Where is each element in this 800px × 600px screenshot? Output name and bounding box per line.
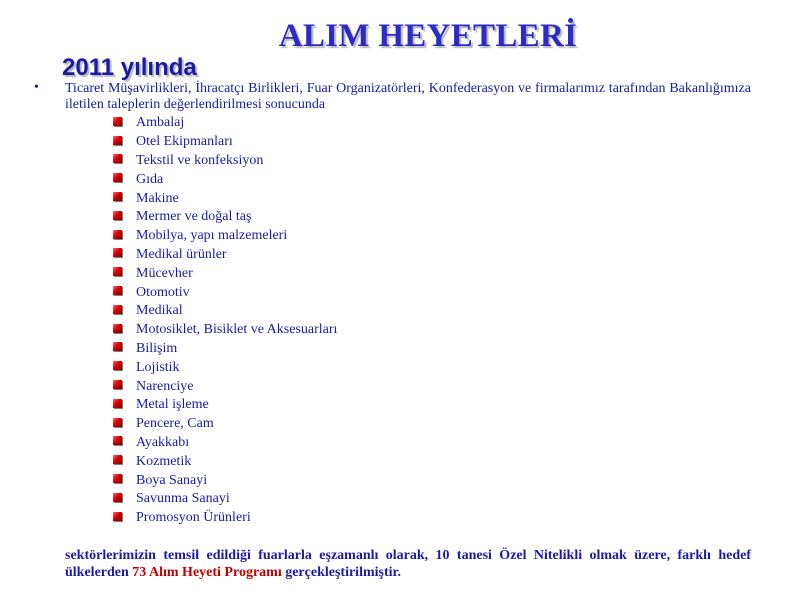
red-square-bullet-icon bbox=[113, 154, 122, 163]
sector-label: Savunma Sanayi bbox=[136, 491, 230, 507]
sector-item bbox=[113, 509, 337, 528]
sector-item bbox=[113, 452, 337, 471]
sector-label: Tekstil ve konfeksiyon bbox=[136, 152, 264, 168]
sector-item bbox=[113, 133, 337, 152]
intro-paragraph: Ticaret Müşavirlikleri, İhracatçı Birlikleri, Fuar Organizatörleri, Konfederasyon ve firmalarımız tarafından Bakanlığımıza iletilen taleplerin değerlendirilmesi sonucunda bbox=[65, 81, 751, 112]
sector-label: Otomotiv bbox=[136, 284, 190, 300]
sector-label: Mermer ve doğal taş bbox=[136, 209, 252, 225]
sector-item bbox=[113, 189, 337, 208]
sector-label: Mobilya, yapı malzemeleri bbox=[136, 228, 288, 244]
red-square-bullet-icon bbox=[113, 455, 122, 464]
red-square-bullet-icon bbox=[113, 267, 122, 276]
sector-label: Otel Ekipmanları bbox=[136, 134, 233, 150]
red-square-bullet-icon bbox=[113, 474, 122, 483]
sector-item bbox=[113, 227, 337, 246]
red-square-bullet-icon bbox=[113, 305, 122, 314]
closing-text-end: gerçekleştirilmiştir. bbox=[281, 565, 401, 580]
sector-item bbox=[113, 114, 337, 133]
sector-item bbox=[113, 302, 337, 321]
year-subtitle: 2011 yılında bbox=[62, 54, 197, 81]
sector-label: Boya Sanayi bbox=[136, 472, 208, 488]
sector-label: Pencere, Cam bbox=[136, 416, 214, 432]
program-count-highlight: 73 Alım Heyeti Programı bbox=[132, 565, 282, 580]
sector-item bbox=[113, 170, 337, 189]
red-square-bullet-icon bbox=[113, 493, 122, 502]
red-square-bullet-icon bbox=[113, 136, 122, 145]
sector-label: Metal işleme bbox=[136, 397, 209, 413]
sector-label: Motosiklet, Bisiklet ve Aksesuarları bbox=[136, 322, 338, 338]
sector-label: Ayakkabı bbox=[136, 434, 190, 450]
sector-item bbox=[113, 283, 337, 302]
sector-label: Medikal ürünler bbox=[136, 246, 227, 262]
sector-item bbox=[113, 415, 337, 434]
red-square-bullet-icon bbox=[113, 230, 122, 239]
sector-label: Medikal bbox=[136, 303, 183, 319]
sector-item bbox=[113, 264, 337, 283]
red-square-bullet-icon bbox=[113, 399, 122, 408]
red-square-bullet-icon bbox=[113, 512, 122, 521]
bullet-dot-icon: • bbox=[34, 80, 39, 95]
red-square-bullet-icon bbox=[113, 436, 122, 445]
sector-item bbox=[113, 340, 337, 359]
red-square-bullet-icon bbox=[113, 361, 122, 370]
page-title: ALIM HEYETLERİ bbox=[278, 18, 578, 54]
red-square-bullet-icon bbox=[113, 248, 122, 257]
sector-label: Kozmetik bbox=[136, 453, 192, 469]
sector-label: Narenciye bbox=[136, 378, 194, 394]
red-square-bullet-icon bbox=[113, 211, 122, 220]
closing-text: sektörlerimizin temsil edildiği fuarlarla eşzamanlı olarak, 10 tanesi Özel Nitelikli olmak üzere, farklı hedef ülkelerden bbox=[65, 548, 751, 580]
sector-label: Gıda bbox=[136, 171, 164, 187]
red-square-bullet-icon bbox=[113, 286, 122, 295]
sector-item bbox=[113, 377, 337, 396]
sector-item bbox=[113, 152, 337, 171]
sector-item bbox=[113, 246, 337, 265]
red-square-bullet-icon bbox=[113, 117, 122, 126]
sector-item bbox=[113, 396, 337, 415]
sector-label: Promosyon Ürünleri bbox=[136, 510, 251, 526]
red-square-bullet-icon bbox=[113, 342, 122, 351]
closing-paragraph bbox=[65, 547, 751, 581]
sector-label: Makine bbox=[136, 190, 179, 206]
sector-label: Bilişim bbox=[136, 340, 178, 356]
sector-item bbox=[113, 434, 337, 453]
sector-item bbox=[113, 490, 337, 509]
red-square-bullet-icon bbox=[113, 192, 122, 201]
sector-label: Mücevher bbox=[136, 265, 193, 281]
sector-item bbox=[113, 471, 337, 490]
red-square-bullet-icon bbox=[113, 418, 122, 427]
sector-label: Ambalaj bbox=[136, 115, 185, 131]
sector-item bbox=[113, 358, 337, 377]
red-square-bullet-icon bbox=[113, 173, 122, 182]
sector-item bbox=[113, 321, 337, 340]
red-square-bullet-icon bbox=[113, 380, 122, 389]
red-square-bullet-icon bbox=[113, 324, 122, 333]
sector-item bbox=[113, 208, 337, 227]
sector-label: Lojistik bbox=[136, 359, 180, 375]
sector-list bbox=[113, 114, 337, 528]
